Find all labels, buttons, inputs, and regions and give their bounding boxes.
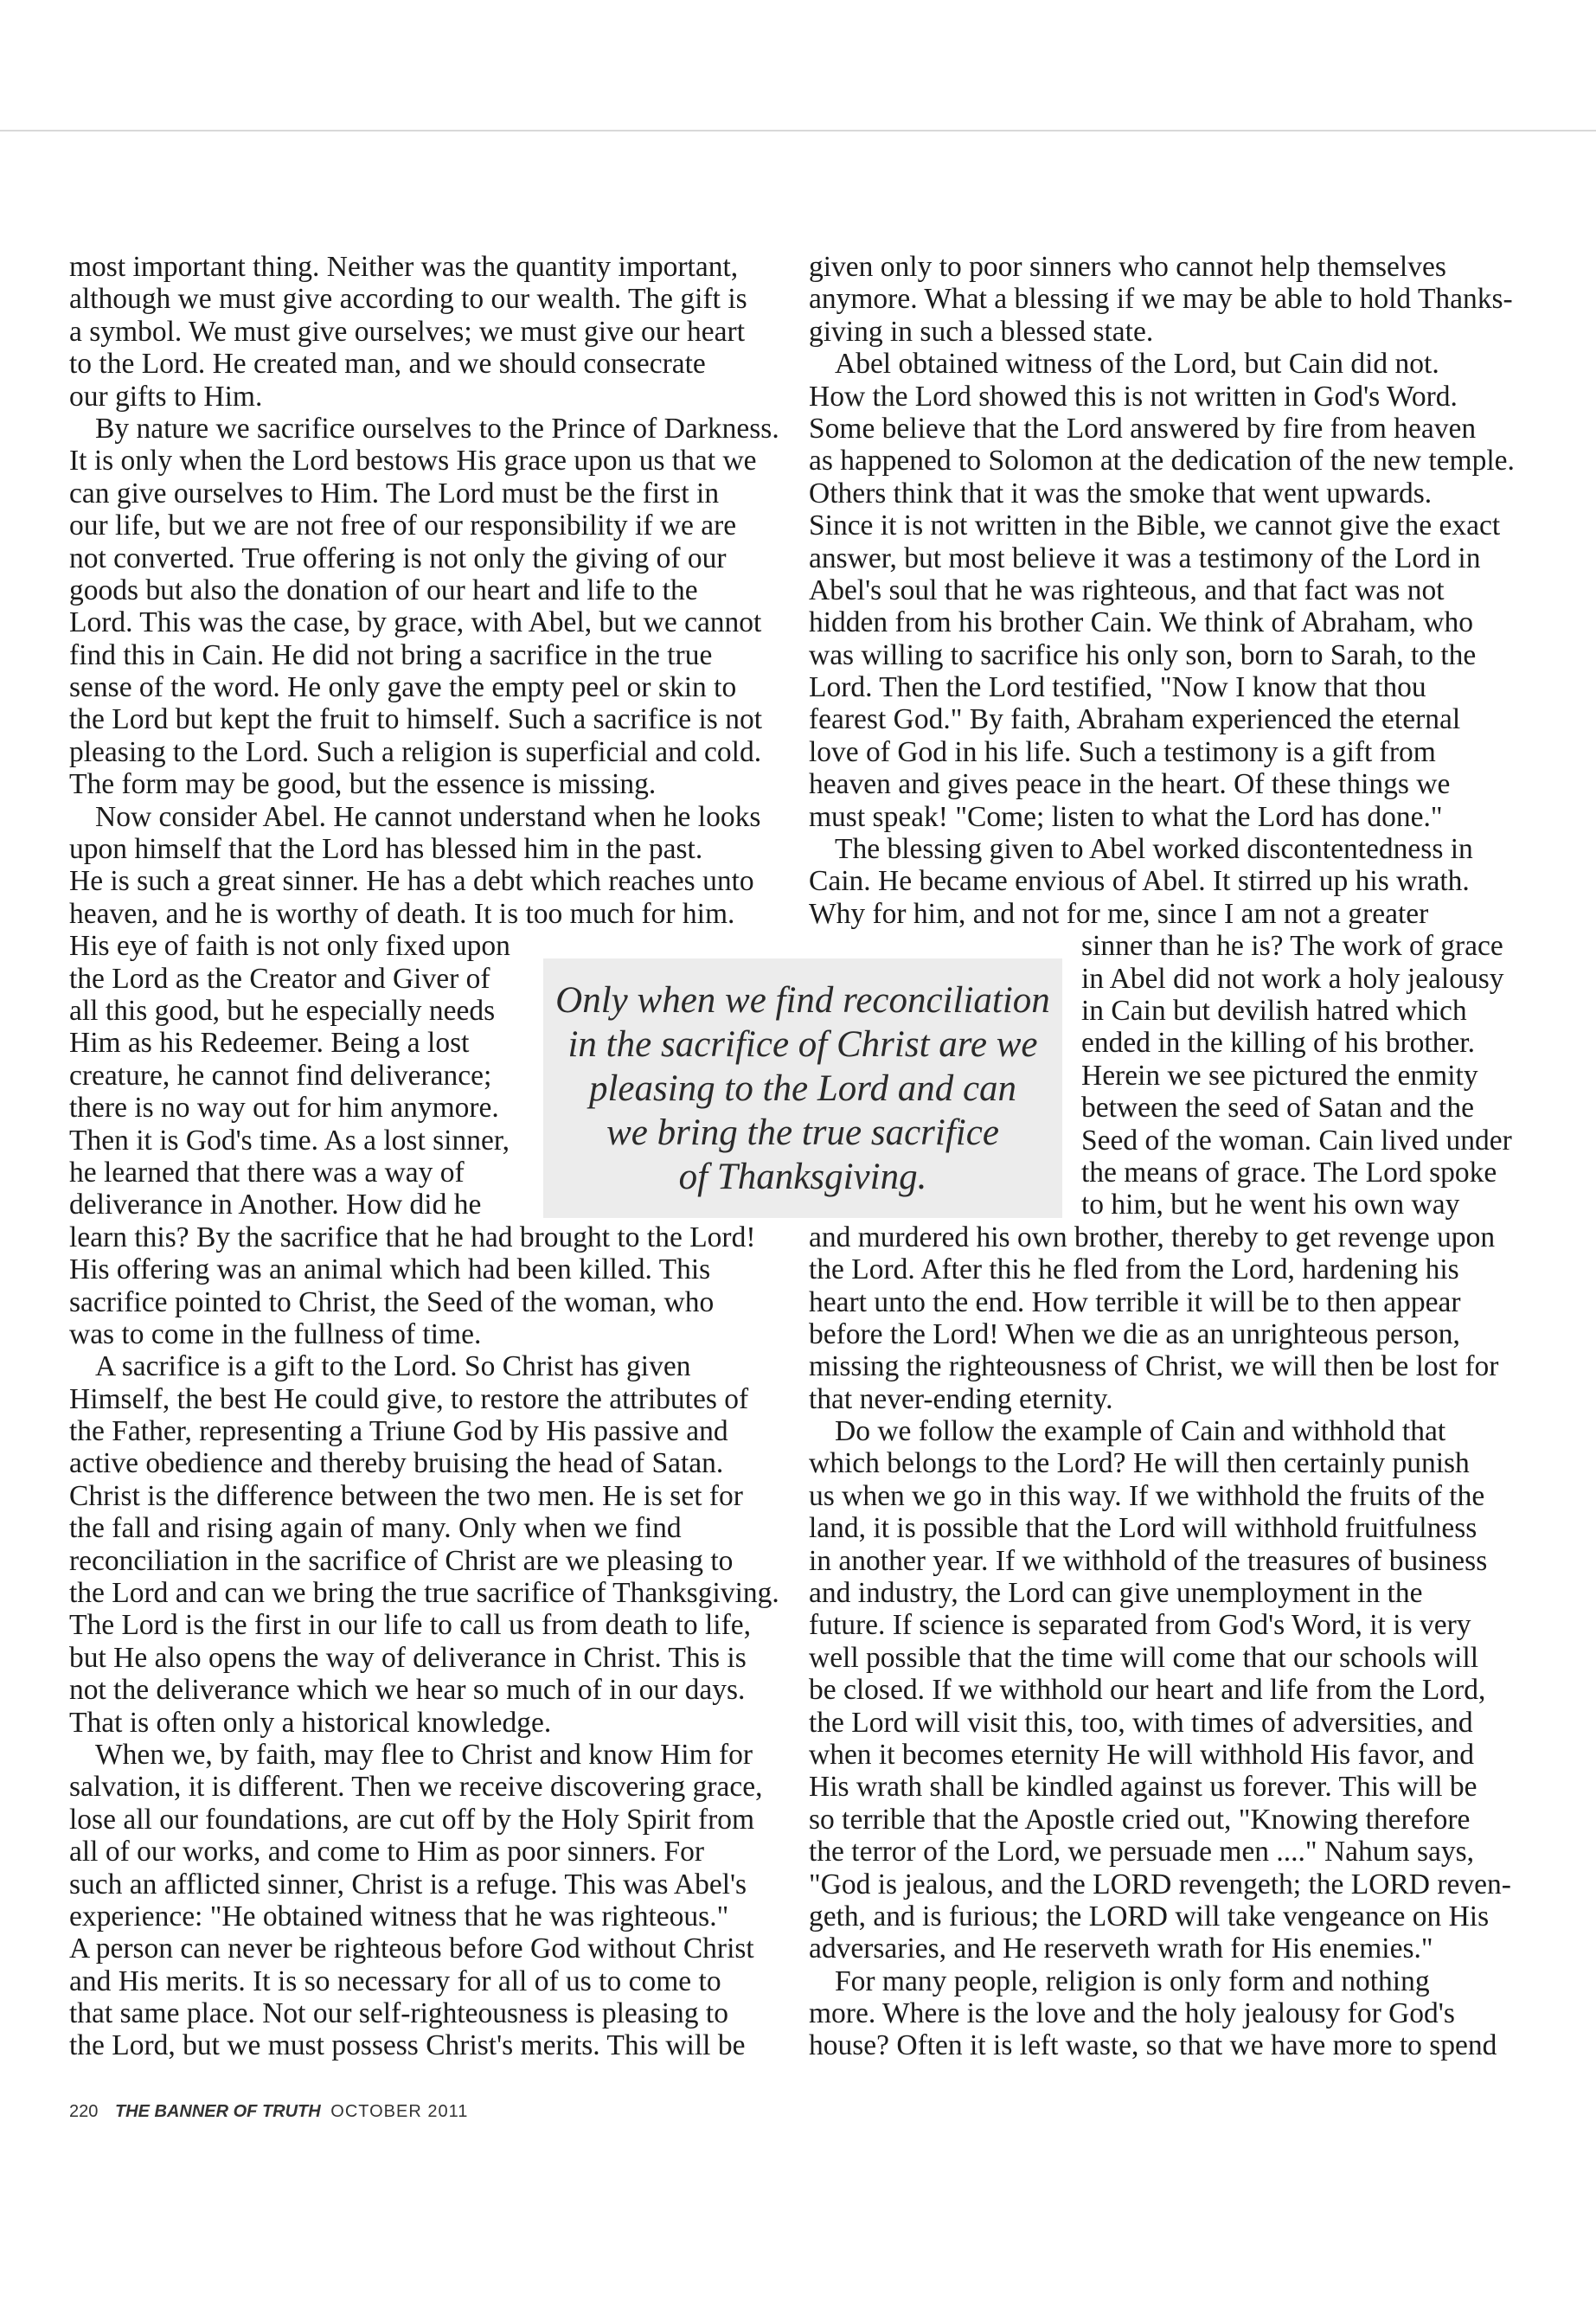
text-line: His wrath shall be kindled against us forever. This will be (809, 1771, 1477, 1804)
text-line: The blessing given to Abel worked discontentedness in (835, 833, 1473, 866)
text-line: future. If science is separated from God's Word, it is very (809, 1609, 1471, 1642)
text-line: so terrible that the Apostle cried out, "Knowing therefore (809, 1803, 1471, 1836)
text-line: find this in Cain. He did not bring a sacrifice in the true (69, 638, 713, 671)
text-line: in another year. If we withhold of the treasures of business (809, 1544, 1488, 1577)
text-line: creature, he cannot find deliverance; (69, 1059, 492, 1092)
text-line: Now consider Abel. He cannot understand when he looks (95, 800, 761, 833)
text-line: active obedience and thereby bruising the head of Satan. (69, 1447, 724, 1480)
text-line: heaven, and he is worthy of death. It is too much for him. (69, 897, 735, 930)
text-line: The form may be good, but the essence is missing. (69, 768, 657, 801)
text-line: the Lord as the Creator and Giver of (69, 962, 490, 995)
text-line: Seed of the woman. Cain lived under (1081, 1124, 1512, 1157)
top-rule (0, 130, 1596, 131)
text-line: to him, but he went his own way (1081, 1189, 1460, 1221)
text-line: more. Where is the love and the holy jealousy for God's (809, 1997, 1455, 2030)
text-line: which belongs to the Lord? He will then certainly punish (809, 1447, 1470, 1480)
text-line: anymore. What a blessing if we may be able to hold Thanks- (809, 283, 1513, 316)
text-line: He is such a great sinner. He has a debt which reaches unto (69, 865, 754, 898)
text-line: all of our works, and come to Him as poor sinners. For (69, 1836, 705, 1868)
text-line: adversaries, and He reserveth wrath for His enemies." (809, 1932, 1433, 1965)
text-line: Since it is not written in the Bible, we cannot give the exact (809, 510, 1501, 542)
pull-quote-line: of Thanksgiving. (678, 1156, 927, 1197)
text-line: hidden from his brother Cain. We think of Abraham, who (809, 606, 1473, 639)
text-line: reconciliation in the sacrifice of Christ are we pleasing to (69, 1544, 734, 1577)
text-line: Cain. He became envious of Abel. It stirred up his wrath. (809, 865, 1470, 898)
text-line: the fall and rising again of many. Only when we find (69, 1512, 682, 1545)
text-line: he learned that there was a way of (69, 1156, 465, 1189)
text-line: must speak! "Come; listen to what the Lord has done." (809, 800, 1443, 833)
text-line: most important thing. Neither was the quantity important, (69, 251, 739, 283)
text-line: was willing to sacrifice his only son, born to Sarah, to the (809, 638, 1477, 671)
text-line: the Lord will visit this, too, with times of adversities, and (809, 1706, 1473, 1739)
page-number: 220 (69, 2102, 99, 2121)
text-line: Lord. This was the case, by grace, with Abel, but we cannot (69, 606, 762, 639)
text-line: the means of grace. The Lord spoke (1081, 1156, 1497, 1189)
text-line: that never-ending eternity. (809, 1382, 1113, 1415)
text-line: His eye of faith is not only fixed upon (69, 930, 510, 963)
text-line: that same place. Not our self-righteousness is pleasing to (69, 1997, 728, 2030)
text-line: Then it is God's time. As a lost sinner, (69, 1124, 510, 1157)
text-line: Abel's soul that he was righteous, and that fact was not (809, 574, 1445, 606)
pull-quote-line: we bring the true sacrifice (606, 1112, 999, 1153)
text-line: ended in the killing of his brother. (1081, 1027, 1475, 1060)
page-footer (69, 2102, 468, 2122)
text-line: a symbol. We must give ourselves; we must give our heart (69, 315, 746, 348)
text-line: learn this? By the sacrifice that he had brought to the Lord! (69, 1221, 756, 1253)
pull-quote-line: pleasing to the Lord and can (588, 1067, 1017, 1109)
text-line: in Abel did not work a holy jealousy (1081, 962, 1504, 995)
text-line: sinner than he is? The work of grace (1081, 930, 1503, 963)
text-line: but He also opens the way of deliverance in Christ. This is (69, 1641, 747, 1674)
pull-quote-line: in the sacrifice of Christ are we (567, 1023, 1038, 1065)
pull-quote (543, 958, 1062, 1218)
text-line: between the seed of Satan and the (1081, 1092, 1474, 1125)
publication-title: THE BANNER OF TRUTH (114, 2102, 321, 2121)
text-line: The Lord is the first in our life to call us from death to life, (69, 1609, 751, 1642)
text-line: can give ourselves to Him. The Lord must be the first in (69, 477, 720, 510)
text-line: geth, and is furious; the LORD will take vengeance on His (809, 1900, 1490, 1932)
text-line: Lord. Then the Lord testified, "Now I know that thou (809, 671, 1426, 704)
text-line: A person can never be righteous before God without Christ (69, 1932, 754, 1965)
text-line: and murdered his own brother, thereby to get revenge upon (809, 1221, 1496, 1253)
text-line: not the deliverance which we hear so much of in our days. (69, 1674, 746, 1707)
text-line: and industry, the Lord can give unemployment in the (809, 1577, 1423, 1610)
text-line: not converted. True offering is not only the giving of our (69, 542, 727, 574)
text-line: us when we go in this way. If we withhold the fruits of the (809, 1479, 1485, 1512)
text-line: in Cain but devilish hatred which (1081, 994, 1467, 1027)
text-line: land, it is possible that the Lord will withhold fruitfulness (809, 1512, 1477, 1545)
text-line: For many people, religion is only form and nothing (835, 1965, 1430, 1997)
text-line: the Father, representing a Triune God by His passive and (69, 1415, 728, 1448)
pull-quote-line: Only when we find reconciliation (555, 979, 1050, 1021)
text-line: as happened to Solomon at the dedication of the new temple. (809, 445, 1515, 478)
text-line: lose all our foundations, are cut off by the Holy Spirit from (69, 1803, 755, 1836)
text-line: house? Often it is left waste, so that we have more to spend (809, 2029, 1497, 2062)
text-line: Abel obtained witness of the Lord, but Cain did not. (835, 348, 1439, 381)
text-line: sense of the word. He only gave the empty peel or skin to (69, 671, 737, 704)
text-line: giving in such a blessed state. (809, 315, 1154, 348)
text-line: salvation, it is different. Then we receive discovering grace, (69, 1771, 763, 1804)
text-line: the Lord, but we must possess Christ's merits. This will be (69, 2029, 746, 2062)
text-line: goods but also the donation of our heart and life to the (69, 574, 698, 606)
text-line: When we, by faith, may flee to Christ and know Him for (95, 1738, 753, 1771)
text-line: Others think that it was the smoke that went upwards. (809, 477, 1433, 510)
text-line: It is only when the Lord bestows His grace upon us that we (69, 445, 757, 478)
text-line: Why for him, and not for me, since I am not a greater (809, 897, 1429, 930)
text-line: "God is jealous, and the LORD revengeth; the LORD reven- (809, 1868, 1511, 1900)
text-line: By nature we sacrifice ourselves to the Prince of Darkness. (95, 412, 779, 445)
text-line: there is no way out for him anymore. (69, 1092, 499, 1125)
issue-date: OCTOBER 2011 (330, 2102, 469, 2121)
text-line: upon himself that the Lord has blessed him in the past. (69, 833, 703, 866)
text-line: to the Lord. He created man, and we should consecrate (69, 348, 706, 381)
text-line: was to come in the fullness of time. (69, 1317, 482, 1350)
text-line: How the Lord showed this is not written in God's Word. (809, 380, 1458, 413)
text-line: before the Lord! When we die as an unrighteous person, (809, 1317, 1460, 1350)
text-line: Him as his Redeemer. Being a lost (69, 1027, 470, 1060)
text-line: our gifts to Him. (69, 380, 263, 413)
text-line: well possible that the time will come that our schools will (809, 1641, 1479, 1674)
text-line: sacrifice pointed to Christ, the Seed of the woman, who (69, 1285, 715, 1318)
text-line: heaven and gives peace in the heart. Of these things we (809, 768, 1451, 801)
text-line: be closed. If we withhold our heart and life from the Lord, (809, 1674, 1486, 1707)
text-line: Himself, the best He could give, to restore the attributes of (69, 1382, 749, 1415)
text-line: given only to poor sinners who cannot help themselves (809, 251, 1446, 283)
text-line: heart unto the end. How terrible it will be to then appear (809, 1285, 1461, 1318)
text-line: such an afflicted sinner, Christ is a refuge. This was Abel's (69, 1868, 747, 1900)
text-line: the Lord but kept the fruit to himself. Such a sacrifice is not (69, 703, 763, 736)
text-line: A sacrifice is a gift to the Lord. So Christ has given (95, 1350, 691, 1383)
text-line: pleasing to the Lord. Such a religion is superficial and cold. (69, 735, 762, 768)
text-line: answer, but most believe it was a testimony of the Lord in (809, 542, 1481, 574)
text-line: experience: "He obtained witness that he was righteous." (69, 1900, 729, 1932)
text-line: and His merits. It is so necessary for all of us to come to (69, 1965, 721, 1997)
text-line: love of God in his life. Such a testimony is a gift from (809, 735, 1436, 768)
text-line: when it becomes eternity He will withhold His favor, and (809, 1738, 1474, 1771)
text-line: the Lord. After this he fled from the Lord, hardening his (809, 1253, 1459, 1286)
text-line: Herein we see pictured the enmity (1081, 1059, 1478, 1092)
text-line: His offering was an animal which had been killed. This (69, 1253, 711, 1286)
text-line: all this good, but he especially needs (69, 994, 496, 1027)
text-line: deliverance in Another. How did he (69, 1189, 482, 1221)
text-line: Do we follow the example of Cain and withhold that (835, 1415, 1446, 1448)
text-line: our life, but we are not free of our responsibility if we are (69, 510, 737, 542)
text-line: Some believe that the Lord answered by fire from heaven (809, 412, 1477, 445)
text-line: although we must give according to our wealth. The gift is (69, 283, 747, 316)
text-line: missing the righteousness of Christ, we will then be lost for (809, 1350, 1499, 1383)
text-line: That is often only a historical knowledge. (69, 1706, 552, 1739)
text-line: the terror of the Lord, we persuade men ...." Nahum says, (809, 1836, 1475, 1868)
text-line: the Lord and can we bring the true sacrifice of Thanksgiving. (69, 1577, 779, 1610)
text-line: fearest God." By faith, Abraham experienced the eternal (809, 703, 1461, 736)
text-line: Christ is the difference between the two men. He is set for (69, 1479, 743, 1512)
